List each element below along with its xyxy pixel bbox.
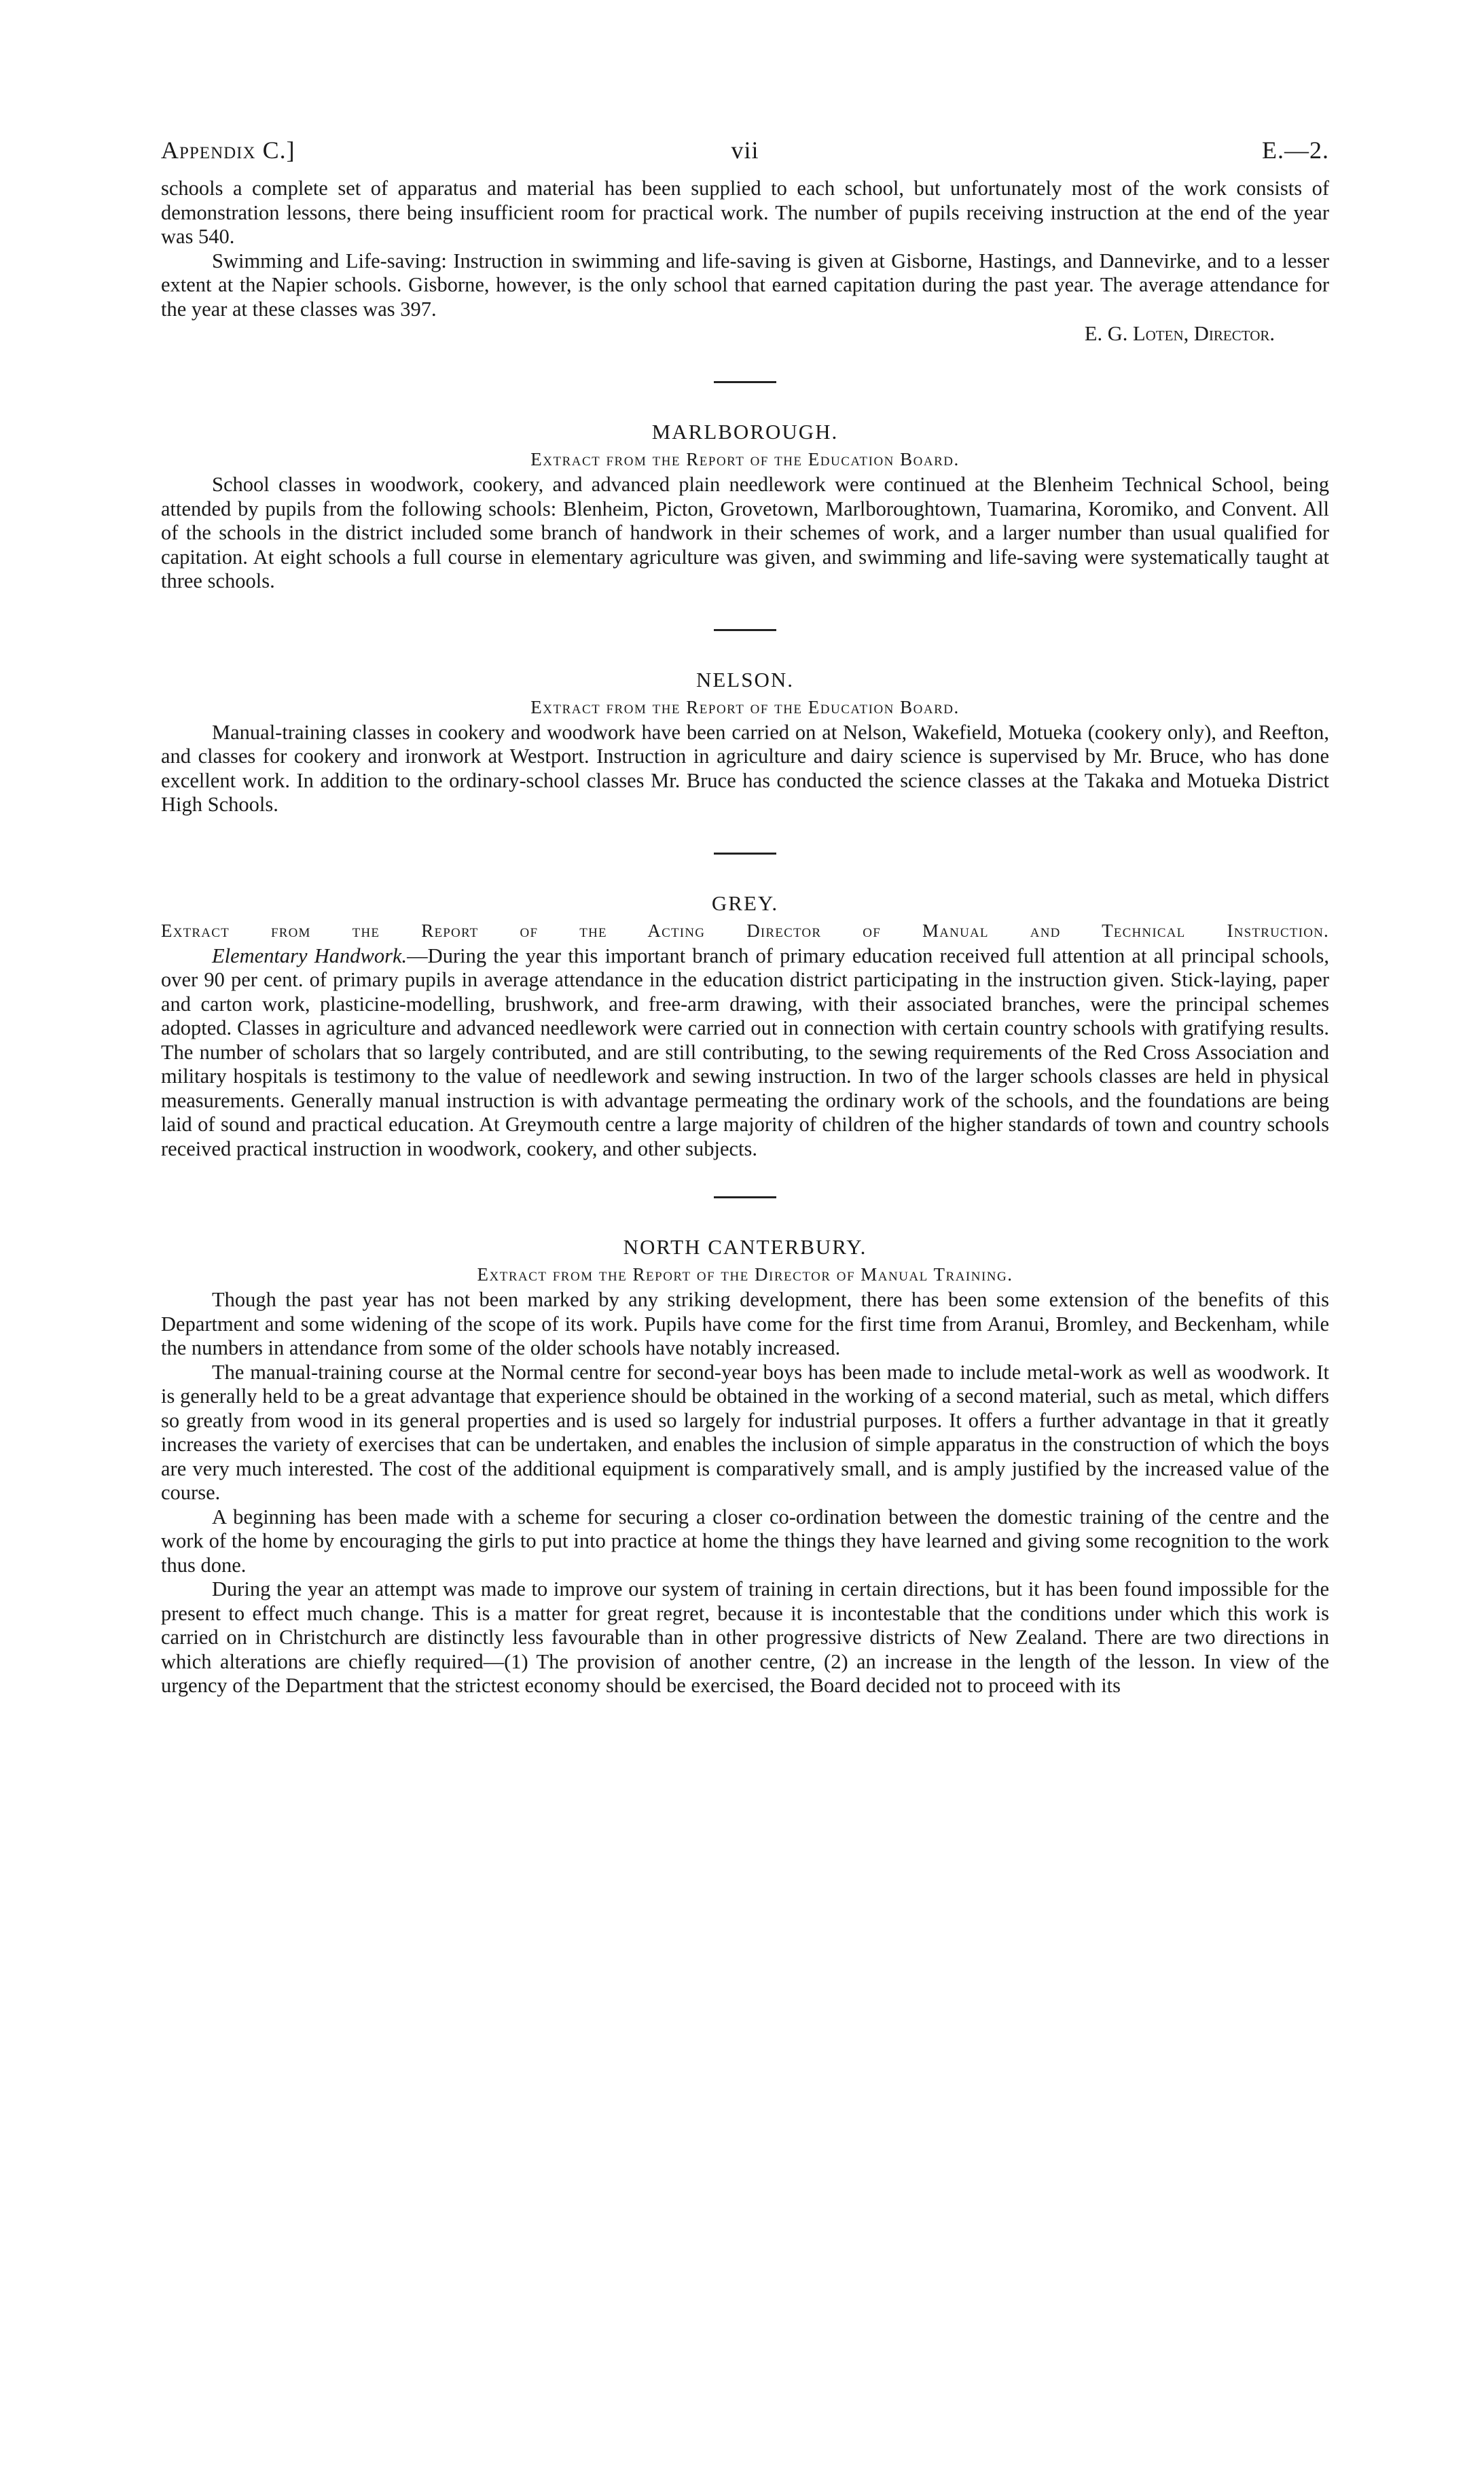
section-divider xyxy=(714,853,776,855)
header-appendix: Appendix C.] xyxy=(161,137,295,164)
section-grey xyxy=(161,890,1329,1162)
section-subtitle: Extract from the Report of the Education Board. xyxy=(530,696,960,717)
signature: E. G. Loten, Director. xyxy=(1084,322,1275,345)
section-title: NORTH CANTERBURY. xyxy=(623,1235,867,1259)
section-north-canterbury xyxy=(161,1234,1329,1698)
paragraph-lead-in: Elementary Handwork. xyxy=(212,944,408,967)
section-title: GREY. xyxy=(711,891,779,915)
section-subtitle: Extract from the Report of the Education Board. xyxy=(530,449,960,469)
section-subtitle: Extract from the Report of the Acting Director of Manual and Technical Instruction. xyxy=(161,920,1329,941)
section-divider xyxy=(714,381,776,383)
section-divider xyxy=(714,1196,776,1198)
paragraph: The manual-training course at the Normal centre for second-year boys has been made to include metal-work as well as woodwork. It is generally held to be a great advantage that experience should be obtained in the working of a second material, such as metal, which differs so greatly from wood in its general properties and is used so largely for industrial purposes. It offers a further advantage in that it greatly increases the variety of exercises that can be undertaken, and enables the inclusion of simple apparatus in the construction of which the boys are very much interested. The cost of the additional equipment is comparatively small, and is amply justified by the increased value of the course. xyxy=(161,1360,1329,1504)
paragraph: A beginning has been made with a scheme for securing a closer co-ordination between the domestic training of the centre and the work of the home by encouraging the girls to put into practice at home the things they have learned and giving some recognition to the work thus done. xyxy=(161,1505,1329,1577)
header-document-code: E.—2. xyxy=(1262,137,1329,164)
section-marlborough xyxy=(161,418,1329,594)
paragraph: Manual-training classes in cookery and woodwork have been carried on at Nelson, Wakefield, Motueka (cookery only), and Reefton, and classes for cookery and ironwork at Westport. Instruction in agriculture and dairy science is supervised by Mr. Bruce, who has done excellent work. In addition to the ordinary-school classes Mr. Bruce has conducted the science classes at the Takaka and Motueka District High Schools. xyxy=(161,720,1329,816)
document-page xyxy=(161,136,1329,1698)
paragraph xyxy=(161,944,1329,1162)
section-hawkes-bay-continued xyxy=(161,177,1329,346)
section-title: MARLBOROUGH. xyxy=(651,420,839,444)
section-divider xyxy=(714,629,776,631)
paragraph: During the year an attempt was made to improve our system of training in certain directions, but it has been found impossible for the present to effect much change. This is a matter for great regret, because it is incontestable that the conditions under which this work is carried on in Christchurch are distinctly less favourable than in other progressive districts of New Zealand. There are two directions in which alterations are chiefly required—(1) The provision of another centre, (2) an increase in the length of the lesson. In view of the urgency of the Department that the strictest economy should be exercised, the Board decided not to proceed with its xyxy=(161,1577,1329,1697)
section-title: NELSON. xyxy=(695,667,795,692)
paragraph-body: —During the year this important branch of primary education received full attention at all principal schools, over 90 per cent. of primary pupils in average attendance in the education district participating in the instruction given. Stick-laying, paper and carton work, plasticine-modelling, brushwork, and free-arm drawing, with their associated branches, were the principal schemes adopted. Classes in agriculture and advanced needlework were carried out in connection with certain country schools with gratifying results. The number of scholars that so largely contributed, and are still contributing, to the sewing requirements of the Red Cross Association and military hospitals is testimony to the value of needlework and sewing instruction. In two of the larger schools classes are held in physical measurements. Generally manual instruction is with advantage permeating the ordinary work of the schools, and the foundations are being laid of sound and practical education. At Greymouth centre a large majority of children of the higher standards of town and country schools received practical instruction in woodwork, cookery, and other subjects. xyxy=(161,944,1329,1160)
paragraph: School classes in woodwork, cookery, and advanced plain needlework were continued at the Blenheim Technical School, being attended by pupils from the following schools: Blenheim, Picton, Grovetown, Marlboroughtown, Tuamarina, Koromiko, and Convent. All of the schools in the district included some branch of handwork in their schemes of work, and a larger number than usual qualified for capitation. At eight schools a full course in elementary agriculture was given, and swimming and life-saving were systematically taught at three schools. xyxy=(161,473,1329,592)
paragraph: Swimming and Life-saving: Instruction in swimming and life-saving is given at Gisborne, Hastings, and Dannevirke, and to a lesser extent at the Napier schools. Gisborne, however, is the only school that earned capitation during the past year. The average attendance for the year at these classes was 397. xyxy=(161,249,1329,321)
header-page-number: vii xyxy=(731,137,759,164)
running-header xyxy=(161,136,1329,177)
paragraph: Though the past year has not been marked by any striking development, there has been some extension of the benefits of this Department and some widening of the scope of its work. Pupils have come for the first time from Aranui, Bromley, and Beckenham, while the numbers in attendance from some of the older schools have notably increased. xyxy=(161,1288,1329,1359)
paragraph: schools a complete set of apparatus and material has been supplied to each school, but unfortunately most of the work consists of demonstration lessons, there being insufficient room for practical work. The number of pupils receiving instruction at the end of the year was 540. xyxy=(161,177,1329,248)
section-nelson xyxy=(161,666,1329,817)
section-subtitle: Extract from the Report of the Director of Manual Training. xyxy=(477,1264,1013,1285)
